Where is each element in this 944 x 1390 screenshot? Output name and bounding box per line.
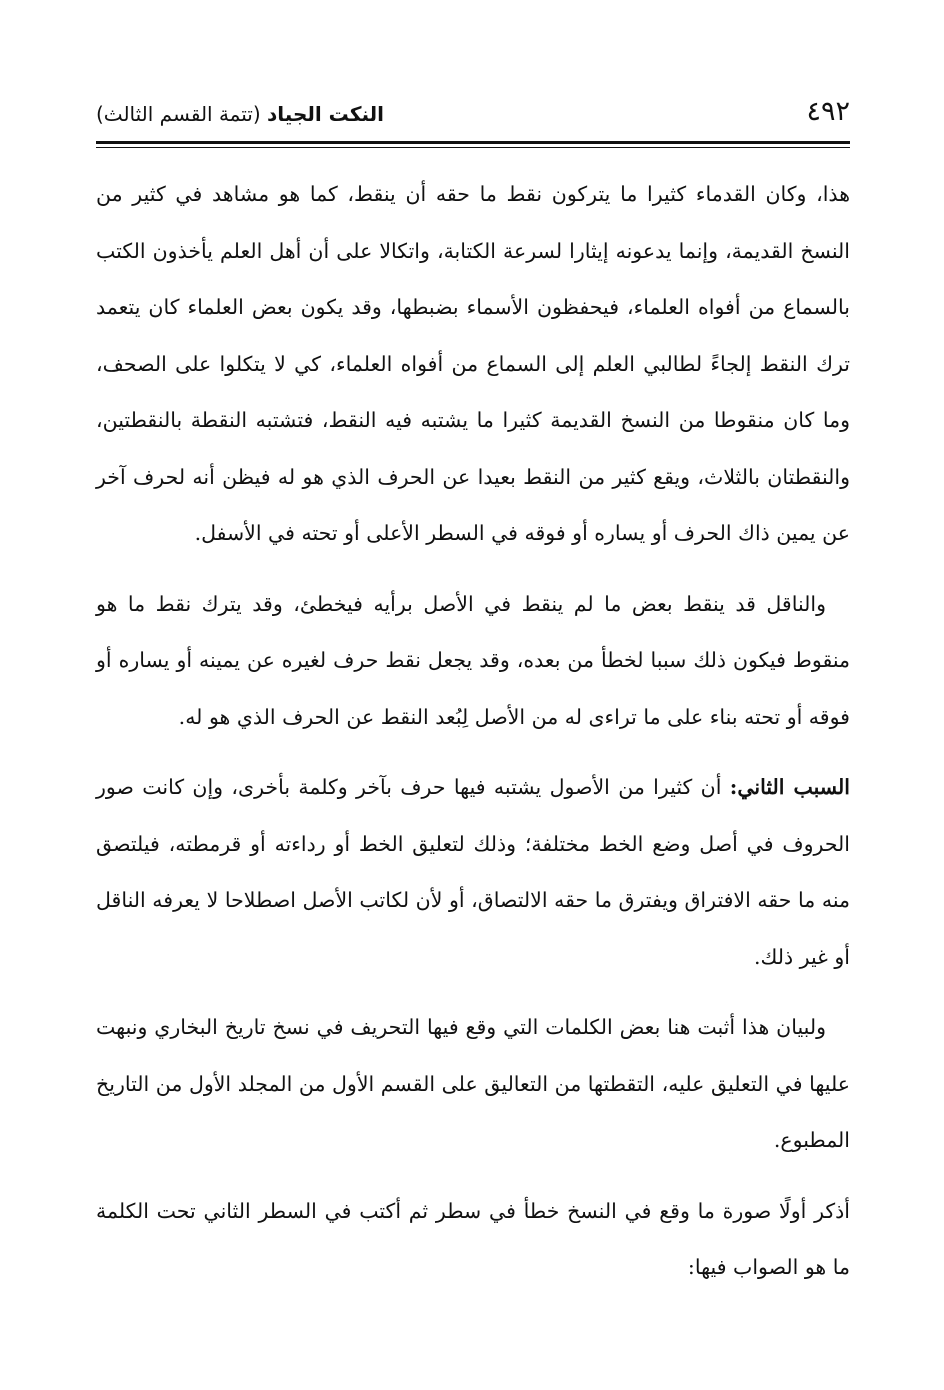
header-rule-thick [96,141,850,144]
paragraph-1: هذا، وكان القدماء كثيرا ما يتركون نقط ما حقه أن ينقط، كما هو مشاهد في كثير من النسخ القديمة، وإنما يدعونه إيثارا لسرعة الكتابة، واتكالا على أن أهل العلم يأخذون الكتب بالسماع من أفواه العلماء، فيحفظون الأسماء بضبطها، وقد يكون بعض العلماء كان يتعمد ترك النقط إلجاءً لطالبي العلم إلى السماع من أفواه العلماء، كي لا يتكلوا على الصحف، وما كان منقوطا من النسخ القديمة كثيرا ما يشتبه فيه النقط، فتشتبه النقطة بالنقطتين، والنقطتان بالثلاث، ويقع كثير من النقط بعيدا عن الحرف الذي هو له فيظن أنه لحرف آخر عن يمين ذاك الحرف أو يساره أو فوقه في السطر الأعلى أو تحته في الأسفل. [96,182,850,545]
paragraph-2: والناقل قد ينقط بعض ما لم ينقط في الأصل برأيه فيخطئ، وقد يترك نقط ما هو منقوط فيكون ذلك سببا لخطأ من بعده، وقد يجعل نقط حرف لغيره عن يمينه أو يساره أو فوقه أو تحته بناء على ما تراءى له من الأصل لِبُعد النقط عن الحرف الذي هو له. [96,591,850,729]
body-text [96,166,850,1310]
paragraph-5: أذكر أولًا صورة ما وقع في النسخ خطأ في سطر ثم أكتب في السطر الثاني تحت الكلمة ما هو الصواب فيها: [96,1198,850,1279]
section-note: (تتمة القسم الثالث) [96,102,261,126]
paragraph-3-lead: السبب الثاني: [729,775,850,799]
book-title-header [96,102,384,126]
paragraph-3 [96,759,850,985]
page-number: ٤٩٢ [806,96,850,127]
running-header [96,96,850,138]
paragraph-3-text: أن كثيرا من الأصول يشتبه فيها حرف بآخر وكلمة بأخرى، وإن كانت صور الحروف في أصل وضع الخط مختلفة؛ وذلك لتعليق الخط أو رداءته أو قرمطته، فيلتصق منه ما حقه الافتراق ويفترق ما حقه الالتصاق، أو لأن لكاتب الأصل اصطلاحا لا يعرفه الناقل أو غير ذلك. [96,775,850,969]
header-rule-thin [96,147,850,148]
paragraph-4: ولبيان هذا أثبت هنا بعض الكلمات التي وقع فيها التحريف في نسخ تاريخ البخاري ونبهت عليها في التعليق عليه، التقطتها من التعاليق على القسم الأول من المجلد الأول من التاريخ المطبوع. [96,1015,850,1152]
book-title: النكت الجياد [267,102,385,126]
